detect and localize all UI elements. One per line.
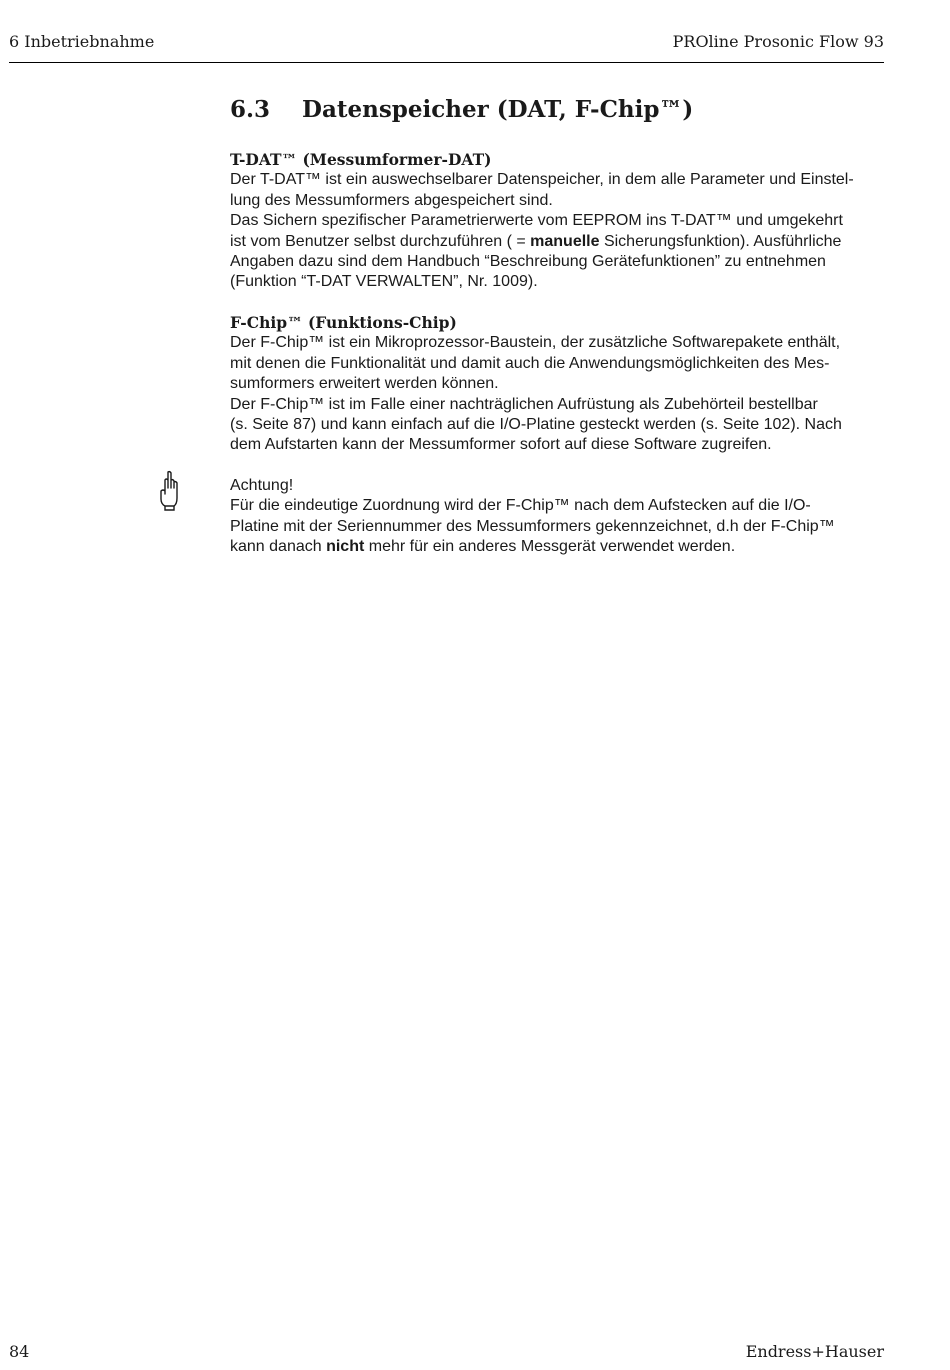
fchip-line: sumformers erweitert werden können. bbox=[230, 375, 499, 393]
fchip-line: mit denen die Funktionalität und damit auch die Anwendungsmöglichkeiten des Mes- bbox=[230, 354, 830, 372]
page-header bbox=[9, 32, 884, 63]
brand-name: Endress+Hauser bbox=[745, 1342, 884, 1361]
tdat-section bbox=[230, 150, 890, 293]
fchip-section bbox=[230, 313, 890, 456]
tdat-line-manual bbox=[230, 232, 890, 252]
note-title: Achtung! bbox=[230, 477, 294, 494]
section-number: 6.3 bbox=[230, 96, 271, 123]
text-run: ist vom Benutzer selbst durchzuführen ( = bbox=[230, 232, 531, 250]
text-run: Sicherungsfunktion). Ausführliche bbox=[599, 232, 842, 250]
fchip-line: dem Aufstarten kann der Messumformer sofort auf diese Software zugreifen. bbox=[230, 436, 772, 454]
fchip-line: (s. Seite 87) und kann einfach auf die I/O-Platine gesteckt werden (s. Seite 102). Nach bbox=[230, 416, 842, 434]
fchip-line: Der F-Chip™ ist im Falle einer nachträglichen Aufrüstung als Zubehörteil bestellbar bbox=[230, 395, 818, 413]
header-product: PROline Prosonic Flow 93 bbox=[672, 32, 884, 51]
tdat-line: (Funktion “T-DAT VERWALTEN”, Nr. 1009). bbox=[230, 273, 538, 291]
fchip-subheading: F-Chip™ (Funktions-Chip) bbox=[230, 313, 457, 332]
tdat-line: Der T-DAT™ ist ein auswechselbarer Datenspeicher, in dem alle Parameter und Einstel- bbox=[230, 171, 854, 189]
note-line: Für die eindeutige Zuordnung wird der F-Chip™ nach dem Aufstecken auf die I/O- bbox=[230, 497, 811, 515]
tdat-subheading: T-DAT™ (Messumformer-DAT) bbox=[230, 150, 492, 169]
text-run: kann danach bbox=[230, 538, 327, 556]
note-line: Platine mit der Seriennummer des Messumformers gekennzeichnet, d.h der F-Chip™ bbox=[230, 517, 835, 535]
fchip-line: Der F-Chip™ ist ein Mikroprozessor-Baustein, der zusätzliche Softwarepakete enthält, bbox=[230, 334, 841, 352]
header-section: 6 Inbetriebnahme bbox=[9, 32, 155, 51]
page-number: 84 bbox=[9, 1342, 30, 1361]
tdat-line: Angaben dazu sind dem Handbuch “Beschreibung Gerätefunktionen” zu entnehmen bbox=[230, 253, 826, 271]
text-run: mehr für ein anderes Messgerät verwendet werden. bbox=[364, 538, 736, 556]
note-section bbox=[230, 476, 890, 558]
emphasis-manuelle: manuelle bbox=[530, 232, 600, 250]
tdat-line: Das Sichern spezifischer Parametrierwerte vom EEPROM ins T-DAT™ und umgekehrt bbox=[230, 212, 843, 230]
note-line-nicht bbox=[230, 537, 890, 557]
pointing-hand-icon bbox=[155, 470, 183, 512]
tdat-line: lung des Messumformers abgespeichert sind. bbox=[230, 191, 553, 209]
section-title: Datenspeicher (DAT, F-Chip™) bbox=[302, 96, 694, 123]
emphasis-nicht: nicht bbox=[326, 538, 365, 556]
